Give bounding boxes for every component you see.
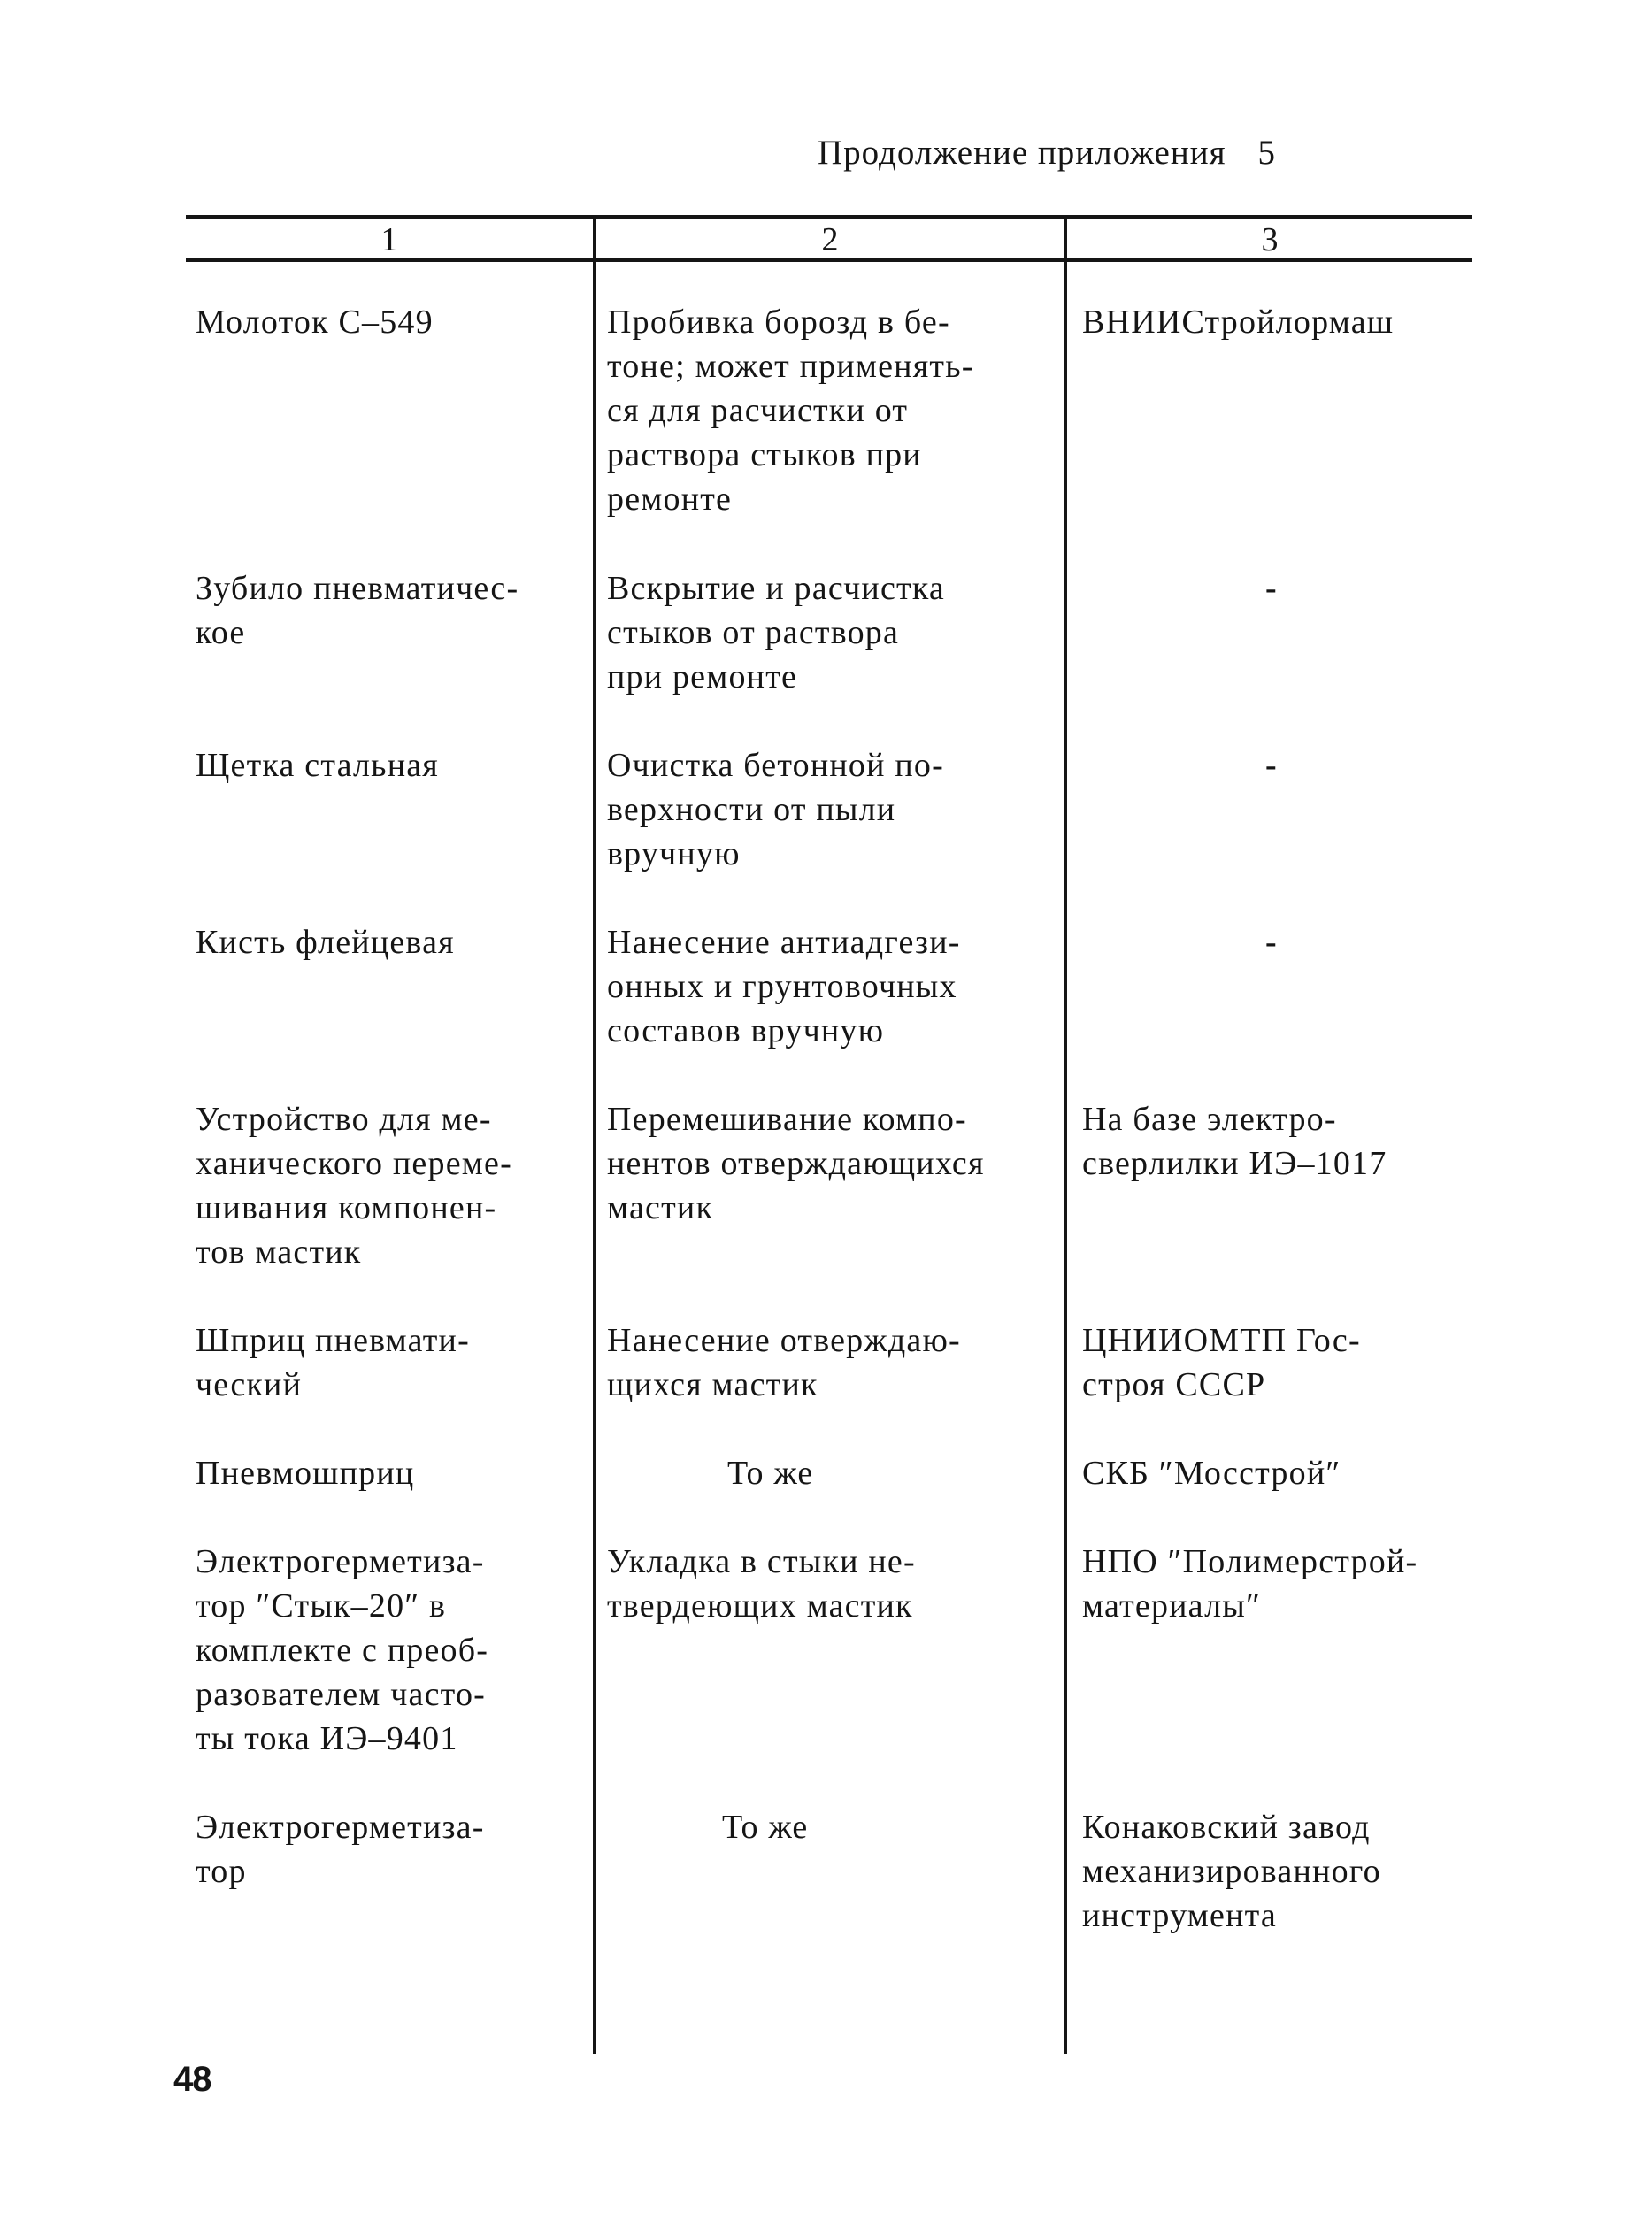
running-head [818,133,1276,173]
tool-purpose: Нанесение антиадгези- онных и грунтовочных составов вручную [607,924,961,1049]
tool-name: Электрогерметиза- тор ″Стык–20″ в комплекте с преоб- разователем часто- ты тока ИЭ–9401 [196,1543,489,1757]
tool-purpose: Перемешивание компо- нентов отверждающихся мастик [607,1101,985,1226]
tool-purpose: Очистка бетонной по- верхности от пыли вручную [607,747,944,872]
column-header-1: 1 [380,221,398,258]
column-header-2: 2 [821,221,839,258]
tool-developer: На базе электро- сверлилки ИЭ–1017 [1082,1101,1387,1182]
tool-purpose: Вскрытие и расчистка стыков от раствора при ремонте [607,570,945,695]
tool-developer: Конаковский завод механизированного инструмента [1082,1809,1381,1934]
tool-purpose: То же [722,1809,809,1846]
tool-name: Пневмошприц [196,1455,415,1492]
page-number: 48 [173,2060,211,2099]
tool-name: Молоток С–549 [196,304,434,341]
tool-name: Шприц пневмати- ческий [196,1322,470,1403]
tool-developer: - [1265,747,1278,784]
tool-name: Электрогерметиза- тор [196,1809,485,1890]
running-head-text: Продолжение приложения [818,134,1226,172]
column-divider-1 [593,215,596,2054]
tool-developer: СКБ ″Мосстрой″ [1082,1455,1341,1492]
tool-purpose: Нанесение отверждаю- щихся мастик [607,1322,961,1403]
tool-developer: ВНИИСтройлормаш [1082,304,1395,341]
tool-name: Зубило пневматичес- кое [196,570,519,651]
tool-name: Устройство для ме- ханического переме- шивания компонен- тов мастик [196,1101,512,1271]
tool-purpose: Укладка в стыки не- твердеющих мастик [607,1543,916,1625]
tool-developer: - [1265,570,1278,607]
table-top-rule [186,215,1472,219]
tool-name: Щетка стальная [196,747,439,784]
tool-developer: - [1265,924,1278,961]
tool-developer: НПО ″Полимерстрой- материалы″ [1082,1543,1418,1625]
tool-purpose: Пробивка борозд в бе- тоне; может применять- ся для расчистки от раствора стыков при ремонте [607,304,974,518]
appendix-number: 5 [1257,134,1277,172]
tool-name: Кисть флейцевая [196,924,455,961]
tool-developer: ЦНИИОМТП Гос- строя СССР [1082,1322,1361,1403]
column-header-3: 3 [1261,221,1279,258]
column-divider-2 [1064,215,1067,2054]
table-header-rule [186,258,1472,262]
tool-purpose: То же [727,1455,814,1492]
